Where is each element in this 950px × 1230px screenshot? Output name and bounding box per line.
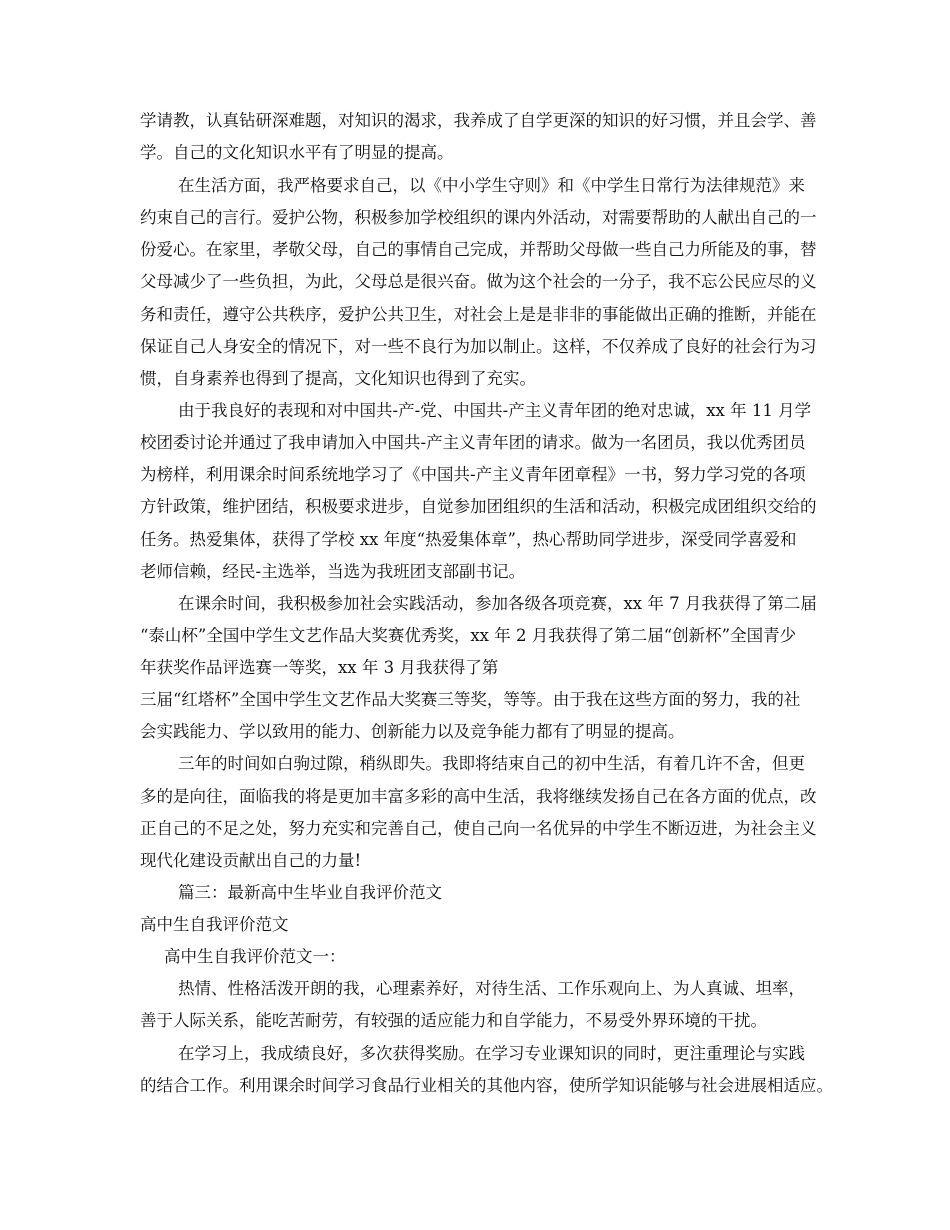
paragraph-start-line: 在生活方面，我严格要求自己，以《中小学生守则》和《中学生日常行为法律规范》来 (178, 176, 805, 195)
text-line: 校团委讨论并通过了我申请加入中国共-产主义青年团的请求。做为一名团员，我以优秀团员 (140, 433, 806, 452)
text-line: 年获奖作品评选赛一等奖，xx 年 3 月我获得了第 (140, 658, 499, 677)
text-line: 善于人际关系，能吃苦耐劳，有较强的适应能力和自学能力，不易受外界环境的干扰。 (140, 1011, 767, 1030)
text-line: 保证自己人身安全的情况下，对一些不良行为加以制止。这样，不仅养成了良好的社会行为习 (140, 337, 817, 356)
paragraph-start-line: 在课余时间，我积极参加社会实践活动，参加各级各项竞赛，xx 年 7 月我获得了第二届 (178, 594, 817, 613)
text-line: 老师信赖，经民-主选举，当选为我班团支部副书记。 (140, 562, 526, 581)
text-line: 多的是向往，面临我的将是更加丰富多彩的高中生活，我将继续发扬自己在各方面的优点，改 (140, 787, 817, 806)
subsection-heading: 高中生自我评价范文一： (164, 947, 346, 966)
text-line: 学请教，认真钻研深难题，对知识的渴求，我养成了自学更深的知识的好习惯，并且会学、善 (140, 111, 817, 130)
text-line: 约束自己的言行。爱护公物，积极参加学校组织的课内外活动，对需要帮助的人献出自己的一 (140, 208, 817, 227)
text-line: 正自己的不足之处，努力充实和完善自己，使自己向一名优异的中学生不断迈进，为社会主义 (140, 819, 817, 838)
paragraph-start-line: 热情、性格活泼开朗的我，心理素养好，对待生活、工作乐观向上、为人真诚、坦率， (178, 979, 805, 998)
paragraph-start-line: 三年的时间如白驹过隙，稍纵即失。我即将结束自己的初中生活，有着几许不舍，但更 (178, 754, 805, 773)
text-line: “泰山杯”全国中学生文艺作品大奖赛优秀奖，xx 年 2 月我获得了第二届“创新杯”全国青少 (140, 626, 797, 645)
text-line: 父母减少了一些负担，为此，父母总是很兴奋。做为这个社会的一分子，我不忘公民应尽的义 (140, 272, 817, 291)
text-line: 的结合工作。利用课余时间学习食品行业相关的其他内容，使所学知识能够与社会进展相适应。 (140, 1076, 833, 1095)
paragraph-start-line: 在学习上，我成绩良好，多次获得奖励。在学习专业课知识的同时，更注重理论与实践 (178, 1044, 805, 1063)
text-line: 学。自己的文化知识水平有了明显的提高。 (140, 143, 454, 162)
text-line: 三届“红塔杯”全国中学生文艺作品大奖赛三等奖，等等。由于我在这些方面的努力，我的社 (140, 690, 801, 709)
text-line: 方针政策，维护团结，积极要求进步，自觉参加团组织的生活和活动，积极完成团组织交给的 (140, 497, 817, 516)
text-line: 份爱心。在家里，孝敬父母，自己的事情自己完成，并帮助父母做一些自己力所能及的事，替 (140, 240, 817, 259)
text-line: 现代化建设贡献出自己的力量! (140, 851, 362, 870)
text-line: 务和责任，遵守公共秩序，爱护公共卫生，对社会上是是非非的事能做出正确的推断，并能在 (140, 305, 817, 324)
text-line: 为榜样，利用课余时间系统地学习了《中国共-产主义青年团章程》一书，努力学习党的各项 (140, 465, 806, 484)
text-line: 惯，自身素养也得到了提高，文化知识也得到了充实。 (140, 369, 536, 388)
paragraph-start-line: 由于我良好的表现和对中国共-产-党、中国共-产主义青年团的绝对忠诚，xx 年 11 月学 (178, 401, 812, 420)
section-heading: 篇三：最新高中生毕业自我评价范文 (178, 883, 442, 902)
text-line: 会实践能力、学以致用的能力、创新能力以及竞争能力都有了明显的提高。 (140, 722, 685, 741)
article-title: 高中生自我评价范文 (140, 915, 289, 934)
text-line: 任务。热爱集体，获得了学校 xx 年度“热爱集体章”，热心帮助同学进步，深受同学喜爱和 (140, 530, 797, 549)
